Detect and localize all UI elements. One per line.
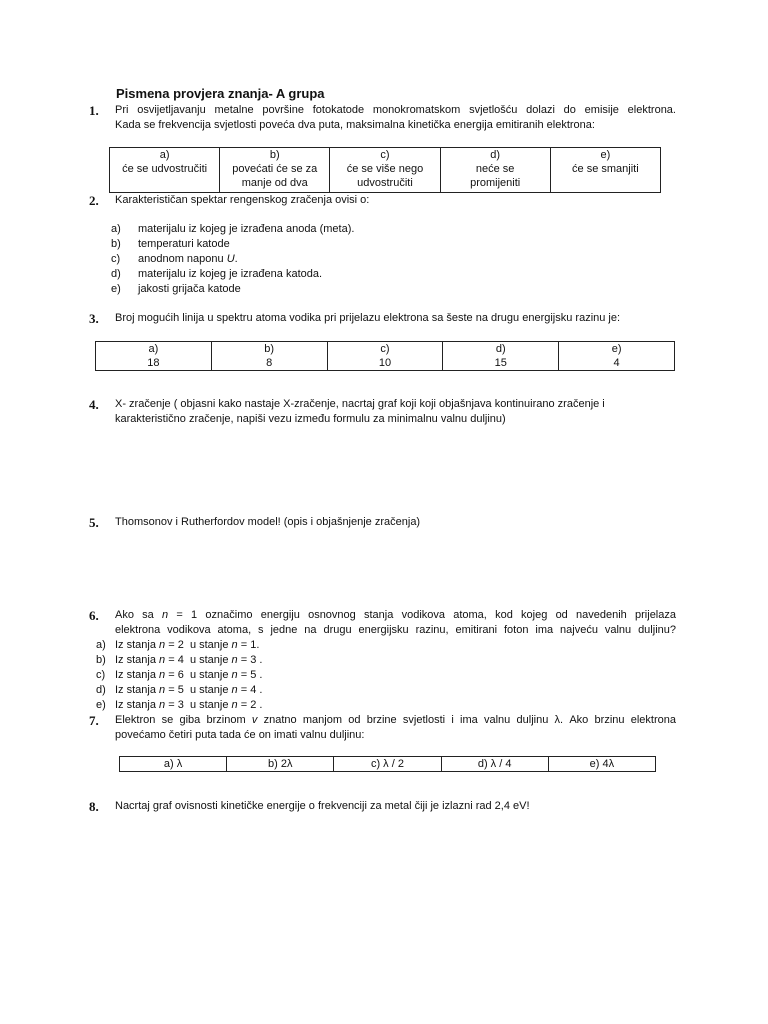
option-mid: u stanje [189,669,229,681]
option-text-2: manje od dva [241,177,308,189]
option-text: će se udvostručiti [122,163,208,175]
question-1-text [115,103,676,133]
option-end: . [234,253,238,265]
question-1-line-2: Kada se frekvencija svjetlosti poveća dva puta, maksimalna kinetička energija emitiranih elektrona: [115,119,595,131]
option-label: d) [490,149,501,161]
q1-option-a[interactable] [110,148,220,193]
question-8-number: 8. [89,799,99,814]
q6-option-d-label: d) [96,684,106,696]
option-label: d) [495,343,506,355]
question-7-answer-table [119,756,656,772]
option-mid: u stanje [189,684,229,696]
voltage-symbol: U [226,253,235,265]
n-symbol: n [159,684,166,696]
option-value: 4 [613,357,620,369]
q1-option-b[interactable] [220,148,330,193]
option-value: 10 [378,357,392,369]
option-text: će se smanjiti [572,163,639,175]
question-5-number: 5. [89,515,99,530]
q6-line1-start: Ako sa [115,609,154,621]
question-8-text: Nacrtaj graf ovisnosti kinetičke energije o frekvenciji za metal čiji je izlazni rad 2,4 eV! [115,800,530,812]
q3-option-b[interactable] [211,342,327,371]
quantum-number-symbol: n [162,609,169,621]
option-n2: = 4 . [240,684,263,696]
q6-option-e-text[interactable] [115,698,262,713]
q1-option-d[interactable] [440,148,550,193]
q6-option-c-text[interactable] [115,668,262,683]
q2-option-a-label: a) [111,223,121,235]
q2-option-c-text[interactable] [138,252,238,267]
option-value: 15 [494,357,507,369]
q3-option-d[interactable] [443,342,559,371]
q7-line1-start: Elektron se giba brzinom [115,714,246,726]
option-pre: Iz stanja [115,684,156,696]
question-1-answer-table [109,147,661,193]
option-text: neće se [475,163,515,175]
q6-option-b-text[interactable] [115,653,262,668]
option-label: e) [611,343,622,355]
q2-option-d-label: d) [111,268,121,280]
q7-option-d[interactable]: d) λ / 4 [441,757,548,772]
n-symbol: n [159,654,166,666]
question-6-line-1 [115,608,676,623]
q6-option-a-label: a) [96,639,106,651]
option-n2: = 3 . [240,654,263,666]
option-mid: u stanje [189,654,229,666]
option-n2: = 2 . [240,699,263,711]
option-n1: = 6 [168,669,184,681]
option-pre: Iz stanja [115,639,156,651]
question-7-line-2: povećamo četiri puta tada će on imati valnu duljinu: [115,729,365,741]
option-pre: Iz stanja [115,699,156,711]
option-label: b) [269,149,280,161]
question-3-text: Broj mogućih linija u spektru atoma vodika pri prijelazu elektrona sa šeste na drugu energijsku razinu je: [115,312,621,324]
question-6-line-2: elektrona vodikova atoma, s jedne na drugu energijsku razinu, emitirani foton ima najveću valnu duljinu? [115,624,676,636]
q6-option-a-text[interactable] [115,638,259,653]
option-text: povećati će se za [232,163,318,175]
n-symbol: n [159,669,166,681]
question-4-number: 4. [89,397,99,412]
option-label: c) [380,343,390,355]
n-symbol: n [231,654,238,666]
option-value: 18 [147,357,160,369]
option-pre: Iz stanja [115,654,156,666]
q7-option-e[interactable]: e) 4λ [548,757,655,772]
option-label: c) [380,149,390,161]
q2-option-e-label: e) [111,283,121,295]
n-symbol: n [231,684,238,696]
question-2-number: 2. [89,193,99,208]
question-1-number: 1. [89,103,99,118]
option-label: a) [148,343,159,355]
q3-option-c[interactable] [327,342,443,371]
option-text-2: udvostručiti [357,177,413,189]
q7-line1-end: znatno manjom od brzine svjetlosti i ima valnu duljinu λ. Ako brzinu elektrona [263,714,676,726]
q6-option-d-text[interactable] [115,683,262,698]
question-5-text: Thomsonov i Rutherfordov model! (opis i objašnjenje zračenja) [115,516,421,528]
n-symbol: n [159,699,166,711]
q7-option-c[interactable]: c) λ / 2 [334,757,441,772]
option-text: anodnom naponu [138,253,224,265]
option-mid: u stanje [189,639,229,651]
question-2-text: Karakterističan spektar rengenskog zračenja ovisi o: [115,194,370,206]
option-n1: = 5 [168,684,184,696]
option-mid: u stanje [189,699,229,711]
velocity-symbol: v [251,714,258,726]
option-n1: = 2 [168,639,184,651]
q1-option-e[interactable] [550,148,660,193]
question-4-text [115,397,676,427]
option-text: će se više nego [346,163,424,175]
question-6-text [115,608,676,638]
option-value: 8 [266,357,273,369]
question-4-line-2: karakteristično zračenje, napiši vezu između formulu za minimalnu valnu duljinu) [115,413,506,425]
option-n2: = 1. [240,639,260,651]
n-symbol: n [231,639,238,651]
option-n2: = 5 . [240,669,263,681]
option-label: e) [600,149,611,161]
q1-option-c[interactable] [330,148,440,193]
q6-option-b-label: b) [96,654,106,666]
q2-option-c-label: c) [111,253,121,265]
n-symbol: n [159,639,166,651]
question-4-line-1: X- zračenje ( objasni kako nastaje X-zračenje, nacrtaj graf koji koji objašnjava kontinuirano zračenje i [115,398,605,410]
question-6-number: 6. [89,608,99,623]
option-pre: Iz stanja [115,669,156,681]
n-symbol: n [231,699,238,711]
q6-option-c-label: c) [96,669,106,681]
question-3-number: 3. [89,311,99,326]
question-7-line-1 [115,713,676,728]
question-7-number: 7. [89,713,99,728]
q6-option-e-label: e) [96,699,106,711]
option-label: b) [264,343,275,355]
q7-option-a[interactable]: a) λ [120,757,227,772]
option-label: a) [159,149,170,161]
question-3-answer-table [95,341,675,371]
q2-option-d-text[interactable]: materijalu iz kojeg je izrađena katoda. [138,268,323,280]
option-text-2: promijeniti [470,177,521,189]
n-symbol: n [231,669,238,681]
q7-option-b[interactable]: b) 2λ [227,757,334,772]
q2-option-a-text[interactable]: materijalu iz kojeg je izrađena anoda (meta). [138,223,355,235]
q2-option-e-text[interactable]: jakosti grijača katode [138,283,241,295]
question-7-text [115,713,676,743]
q3-option-a[interactable] [96,342,212,371]
q2-option-b-label: b) [111,238,121,250]
q3-option-e[interactable] [559,342,675,371]
page-title: Pismena provjera znanja- A grupa [116,86,325,101]
option-n1: = 3 [168,699,184,711]
q6-line1-end: = 1 označimo energiju osnovnog stanja vodikova atoma, kod kojeg od navedenih prijelaza [176,609,676,621]
question-1-line-1: Pri osvijetljavanju metalne površine fotokatode monokromatskom svjetlošću dolazi do emisije elektrona. [115,104,676,116]
q2-option-b-text[interactable]: temperaturi katode [138,238,230,250]
option-n1: = 4 [168,654,184,666]
